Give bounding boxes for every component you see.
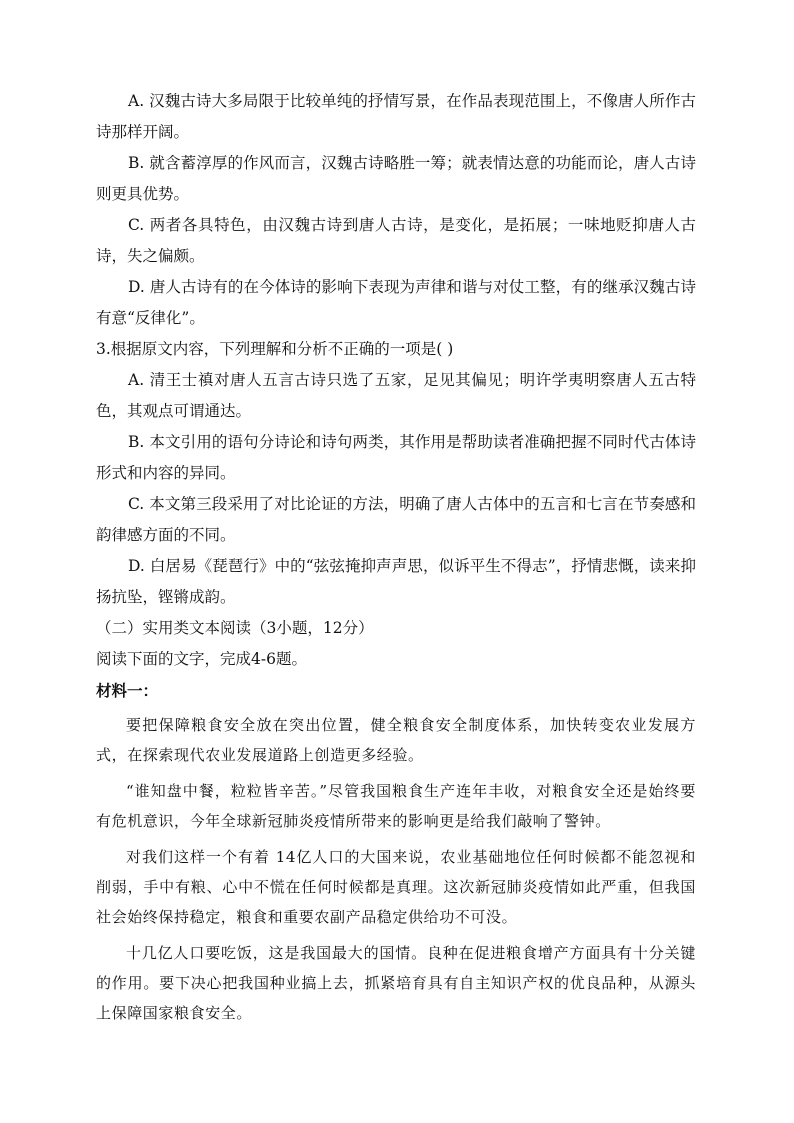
- material-paragraph-4: 十几亿人口要吃饭，这是我国最大的国情。良种在促进粮食增产方面具有十分关键的作用。要下决心把我国种业搞上去，抓紧培育具有自主知识产权的优良品种，从源头上保障国家粮食安全。: [96, 944, 696, 1022]
- q3-stem: 3.根据原文内容，下列理解和分析不正确的一项是( ): [96, 340, 454, 358]
- q3-option-d: D. 白居易《琵琶行》中的“弦弦掩抑声声思，似诉平生不得志”，抒情悲慨，读来抑扬抗坠，铿锵成韵。: [96, 557, 696, 606]
- q3-option-c: C. 本文第三段采用了对比论证的方法，明确了唐人古体中的五言和七言在节奏感和韵律感方面的不同。: [96, 495, 696, 544]
- material-label: 材料一：: [96, 681, 159, 700]
- q3-option-a: A. 清王士禛对唐人五言古诗只选了五家，足见其偏见；明许学夷明察唐人五古特色，其观点可谓通达。: [96, 371, 696, 420]
- page-content: [96, 86, 696, 1028]
- material-paragraph-1: 要把保障粮食安全放在突出位置，健全粮食安全制度体系，加快转变农业发展方式，在探索现代农业发展道路上创造更多经验。: [96, 716, 696, 764]
- section-instruction: 阅读下面的文字，完成4-6题。: [96, 650, 307, 668]
- q2-option-d: D. 唐人古诗有的在今体诗的影响下表现为声律和谐与对仗工整，有的继承汉魏古诗有意“反律化”。: [96, 278, 696, 327]
- material-paragraph-2: “谁知盘中餐，粒粒皆辛苦。”尽管我国粮食生产连年丰收，对粮食安全还是始终要有危机意识，今年全球新冠肺炎疫情所带来的影响更是给我们敲响了警钟。: [96, 782, 696, 830]
- q2-option-a: A. 汉魏古诗大多局限于比较单纯的抒情写景，在作品表现范围上，不像唐人所作古诗那样开阔。: [96, 92, 696, 141]
- material-paragraph-3: 对我们这样一个有着 14亿人口的大国来说，农业基础地位任何时候都不能忽视和削弱，手中有粮、心中不慌在任何时候都是真理。这次新冠肺炎疫情如此严重，但我国社会始终保持稳定，粮食和重要农副产品稳定供给功不可没。: [96, 848, 696, 926]
- q2-option-b: B. 就含蓄淳厚的作风而言，汉魏古诗略胜一筹；就表情达意的功能而论，唐人古诗则更具优势。: [96, 154, 696, 203]
- section-heading: （二）实用类文本阅读（3小题，12分）: [96, 619, 374, 637]
- q3-option-b: B. 本文引用的语句分诗论和诗句两类，其作用是帮助读者准确把握不同时代古体诗形式和内容的异同。: [96, 433, 696, 482]
- q2-option-c: C. 两者各具特色，由汉魏古诗到唐人古诗，是变化，是拓展；一味地贬抑唐人古诗，失之偏颇。: [96, 216, 696, 265]
